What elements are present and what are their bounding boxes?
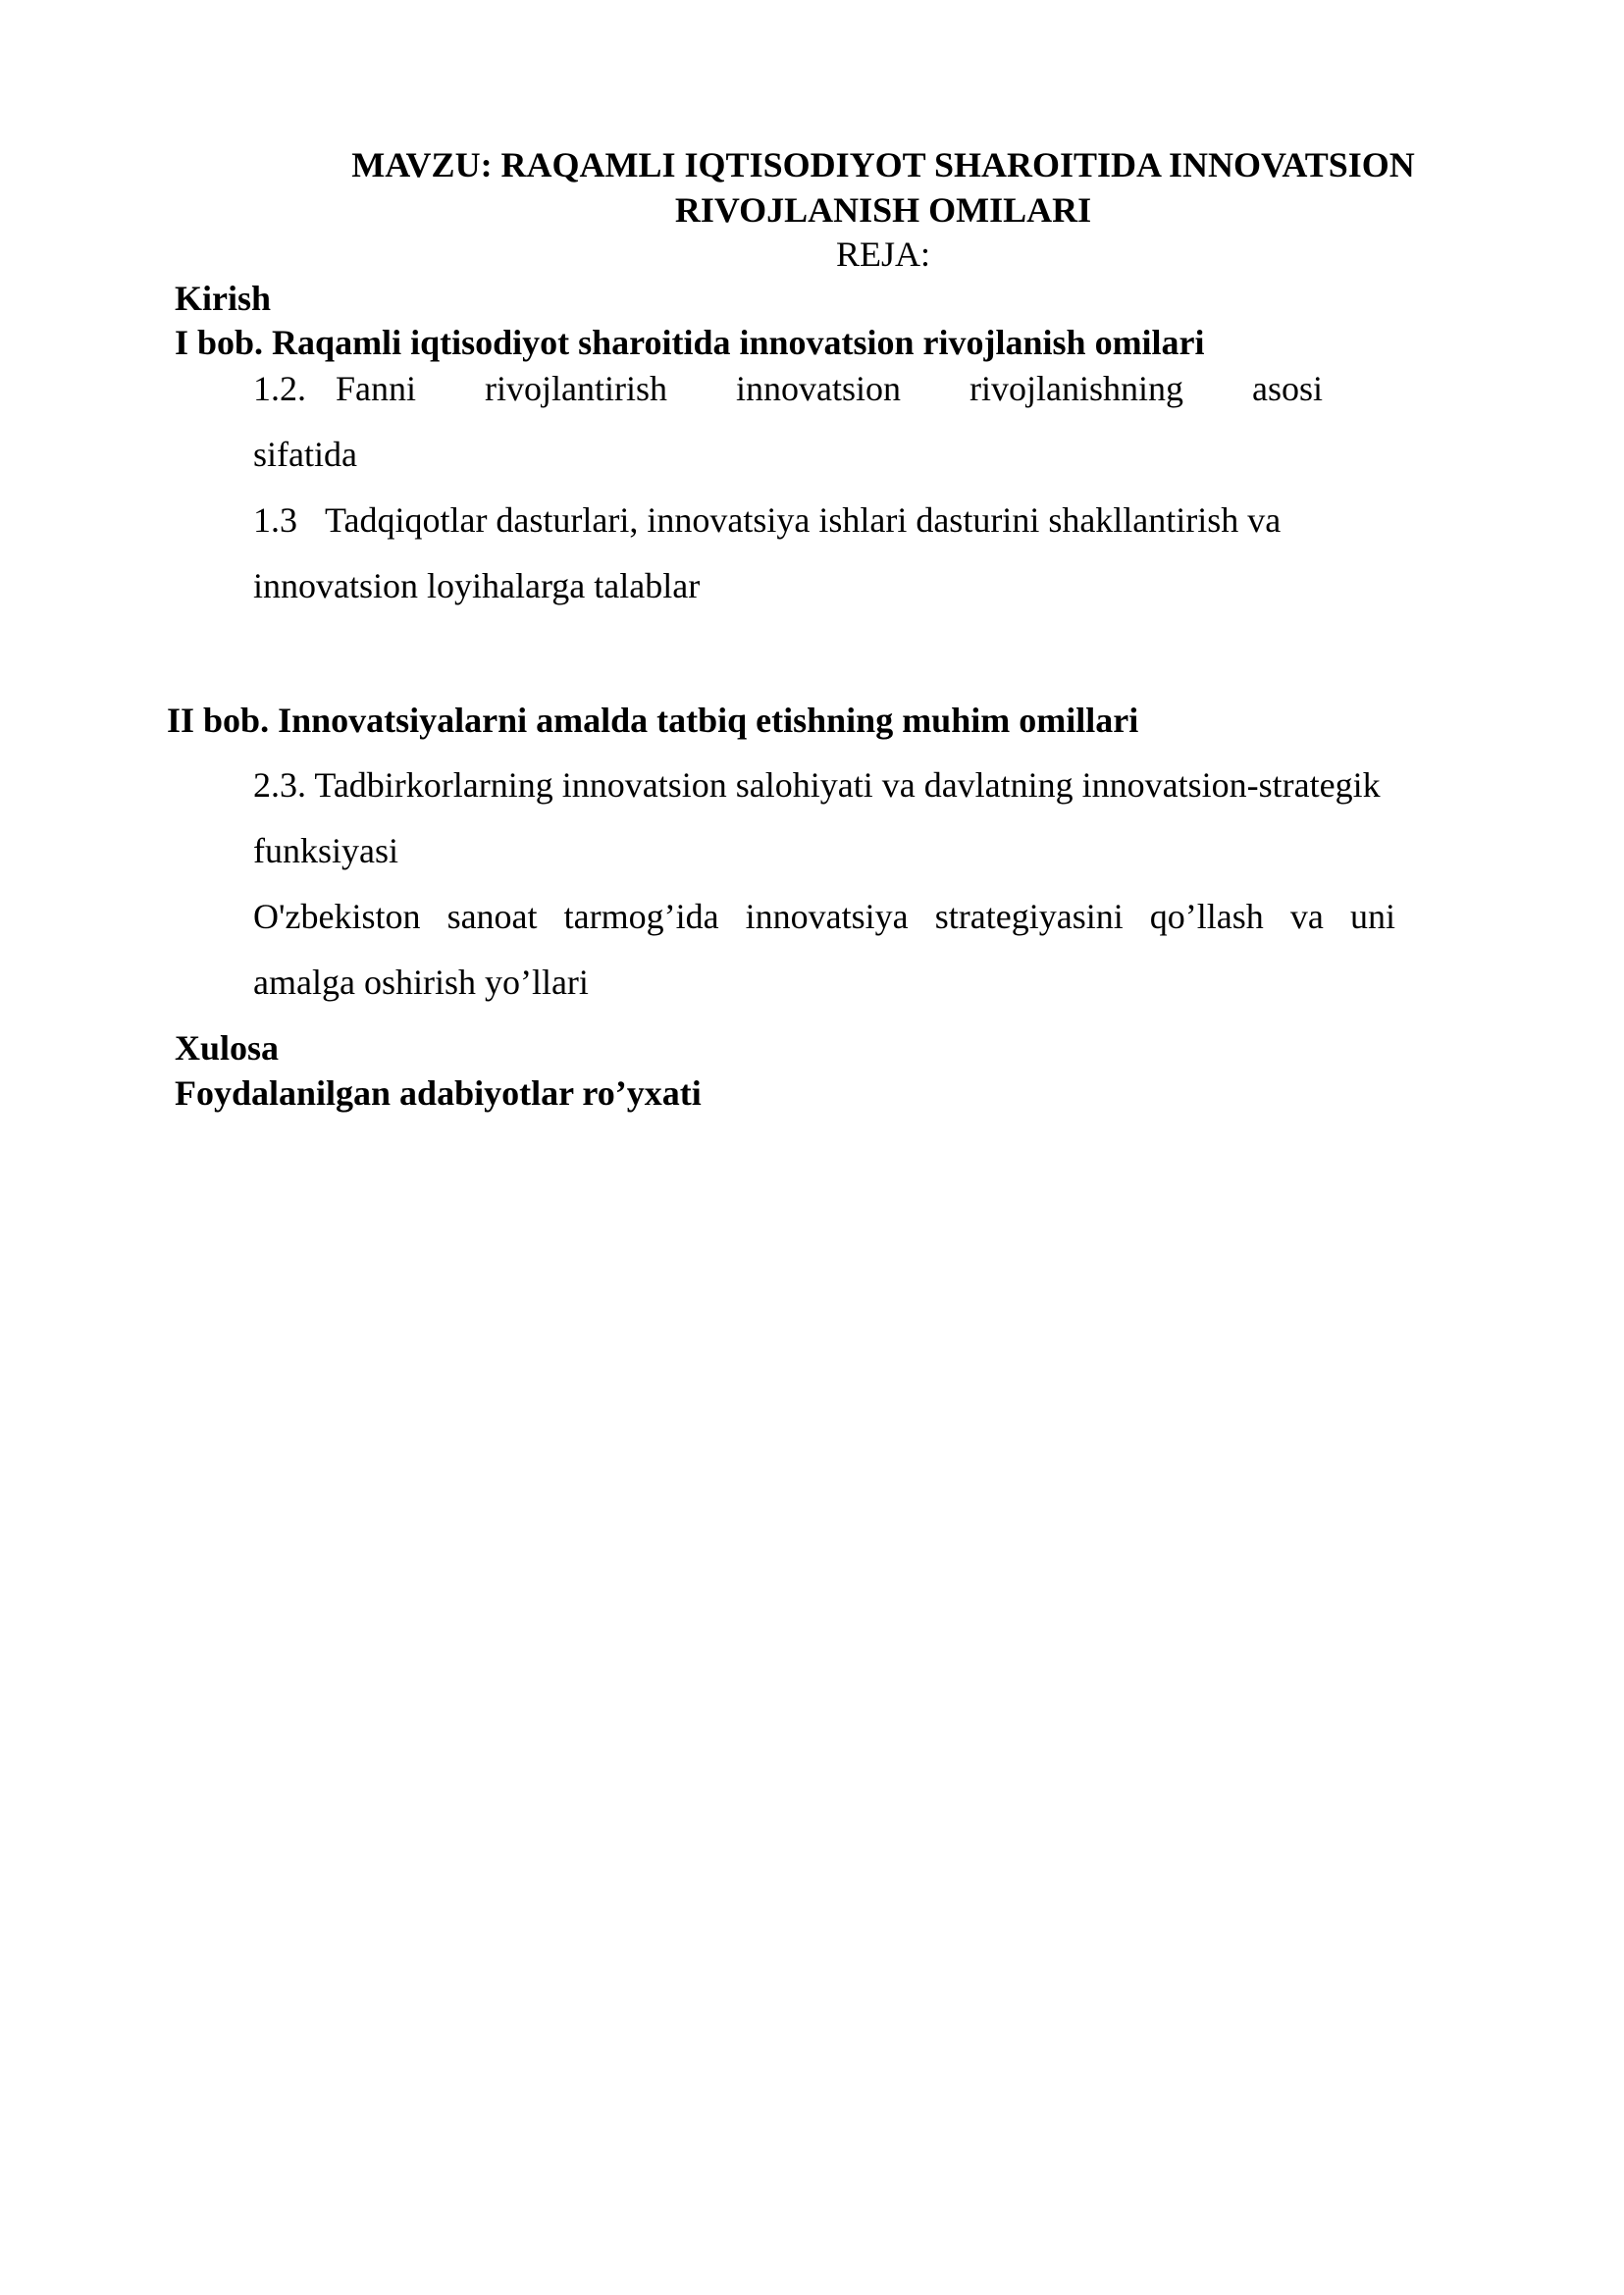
plan-heading: REJA:	[835, 235, 930, 274]
item-1-2-line2: sifatida	[253, 435, 357, 474]
item-2-3-line2: funksiyasi	[253, 831, 398, 870]
item-1-3-line1	[253, 502, 1281, 538]
item-extra-word: tarmog’ida	[563, 897, 719, 936]
item-1-3-text: Tadqiqotlar dasturlari, innovatsiya ishlari dasturini shakllantirish va	[325, 500, 1282, 540]
item-1-3-line2: innovatsion loyihalarga talablar	[253, 566, 701, 605]
item-1-2-word: 1.2.	[253, 369, 306, 408]
item-extra-word: sanoat	[446, 897, 538, 936]
chapter1-heading: I bob. Raqamli iqtisodiyot sharoitida innovatsion rivojlanish omilari	[175, 323, 1205, 362]
item-1-2-line1	[253, 371, 1323, 406]
item-1-2-word: rivojlantirish	[485, 369, 667, 408]
document-title-line2: RIVOJLANISH OMILARI	[674, 190, 1092, 230]
item-extra-line2: amalga oshirish yo’llari	[253, 963, 589, 1002]
item-extra-word: uni	[1349, 897, 1395, 936]
intro-heading: Kirish	[175, 279, 272, 318]
item-extra-word: O'zbekiston	[253, 897, 421, 936]
item-extra-line1	[253, 899, 1395, 934]
item-1-2-word: Fanni	[336, 369, 417, 408]
item-extra-word: strategiyasini	[934, 897, 1124, 936]
item-1-2-word: rivojlanishning	[969, 369, 1183, 408]
item-extra-word: qo’llash	[1149, 897, 1264, 936]
document-title-line1: MAVZU: RAQAMLI IQTISODIYOT SHAROITIDA INNOVATSION	[351, 145, 1415, 184]
item-1-3-number: 1.3	[253, 500, 297, 540]
item-extra-word: innovatsiya	[745, 897, 909, 936]
chapter2-heading: II bob. Innovatsiyalarni amalda tatbiq etishning muhim omillari	[167, 701, 1139, 740]
item-1-2-word: asosi	[1252, 369, 1323, 408]
item-2-3-line1: 2.3. Tadbirkorlarning innovatsion salohiyati va davlatning innovatsion-strategik	[253, 765, 1381, 805]
item-extra-word: va	[1289, 897, 1324, 936]
conclusion-heading: Xulosa	[175, 1028, 280, 1068]
item-1-2-word: innovatsion	[736, 369, 901, 408]
references-heading: Foydalanilgan adabiyotlar ro’yxati	[175, 1073, 702, 1113]
